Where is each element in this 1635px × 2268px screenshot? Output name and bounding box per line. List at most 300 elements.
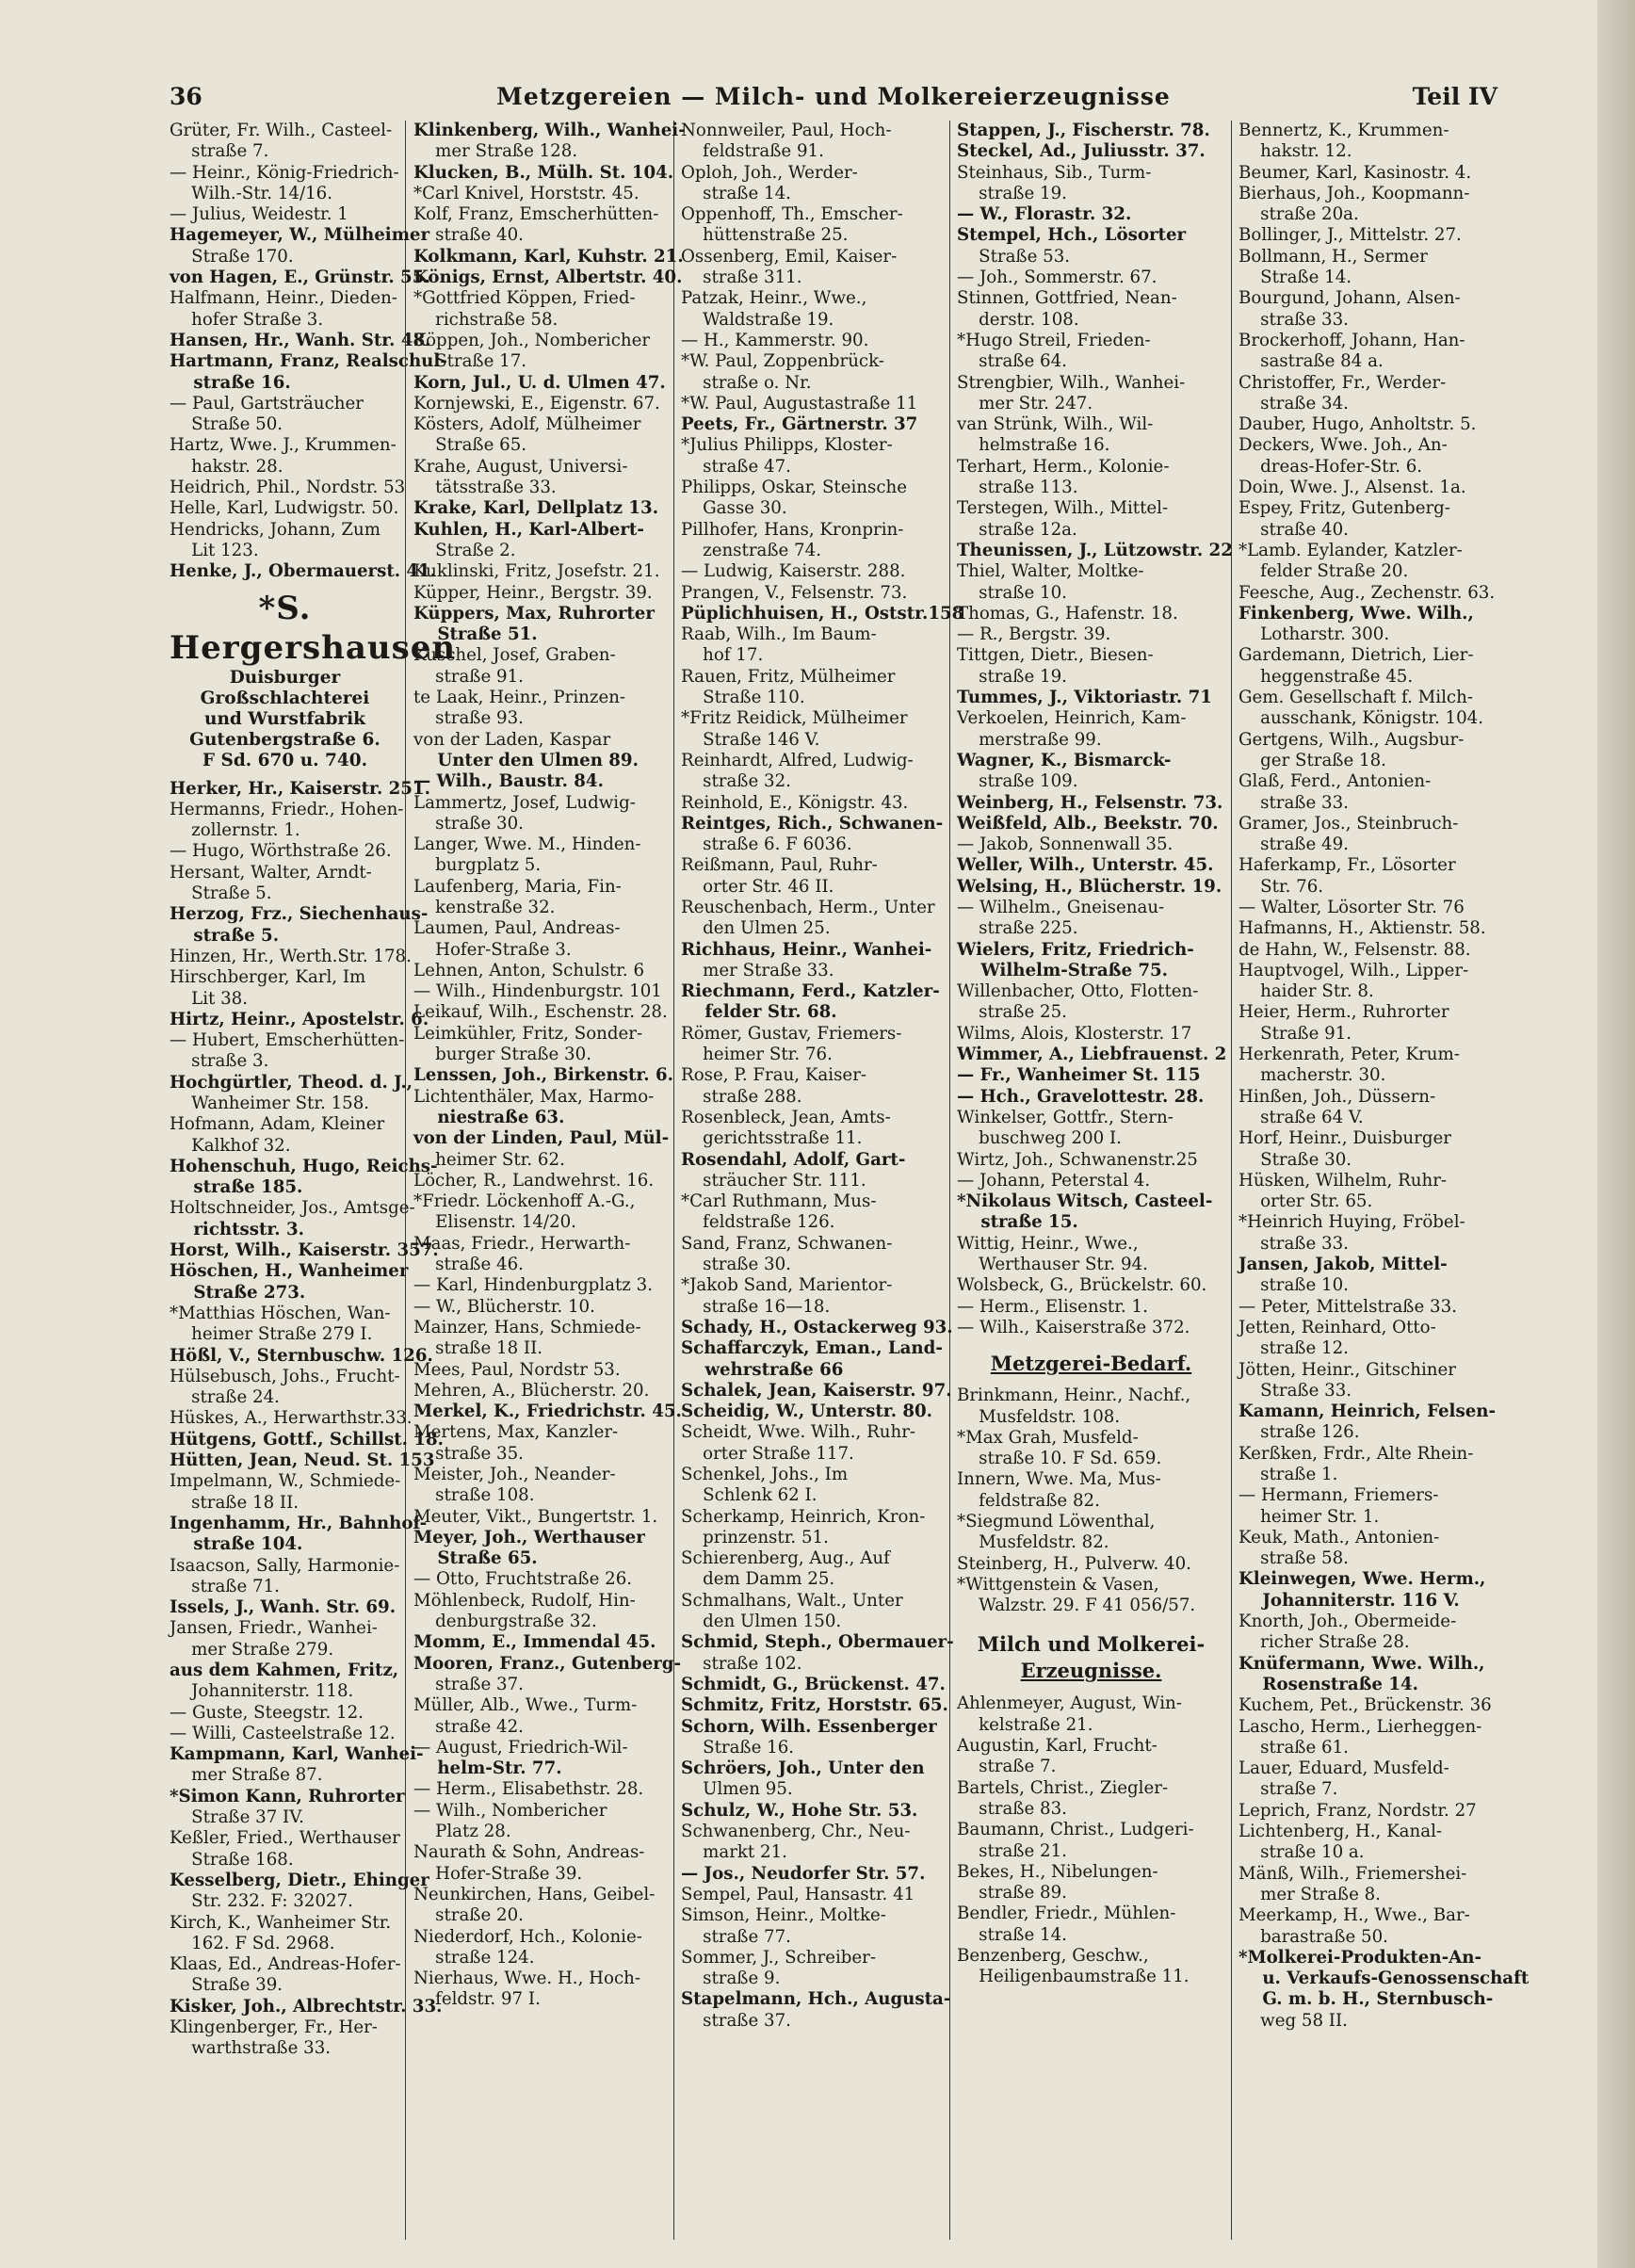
- directory-entry: *Friedr. Löckenhoff A.-G.,: [413, 1191, 636, 1212]
- directory-entry: — Jakob, Sonnenwall 35.: [957, 834, 1174, 855]
- directory-entry: Straße 37 IV.: [170, 1807, 304, 1828]
- directory-entry: tätsstraße 33.: [413, 478, 557, 498]
- directory-entry: *Wittgenstein & Vasen,: [957, 1574, 1159, 1595]
- directory-entry: heggenstraße 45.: [1238, 666, 1414, 687]
- directory-entry: Stempel, Hch., Lösorter: [957, 225, 1187, 246]
- column-5: [1238, 121, 1530, 2244]
- directory-entry: niestraße 63.: [413, 1107, 565, 1127]
- directory-entry: — Wilh., Hindenburgstr. 101: [413, 981, 662, 1002]
- directory-entry: von der Laden, Kaspar: [413, 729, 611, 750]
- directory-entry: *Gottfried Köppen, Fried-: [413, 288, 636, 309]
- directory-entry: straße 1.: [1238, 1465, 1338, 1484]
- directory-entry: Straße 53.: [957, 246, 1071, 267]
- directory-entry: straße 12.: [1238, 1338, 1349, 1359]
- directory-entry: — Heinr., König-Friedrich-: [170, 162, 399, 183]
- directory-entry: helm-Str. 77.: [413, 1758, 562, 1779]
- directory-entry: Schaffarczyk, Eman., Land-: [681, 1338, 943, 1359]
- directory-entry: Lit 123.: [170, 540, 259, 560]
- directory-entry: Lit 38.: [170, 988, 249, 1009]
- directory-entry: straße 5.: [170, 925, 280, 946]
- advertisement-box: [170, 589, 457, 771]
- directory-entry: Knüfermann, Wwe. Wilh.,: [1238, 1653, 1485, 1674]
- directory-entry: Straße 146 V.: [681, 729, 820, 750]
- directory-entry: Weller, Wilh., Unterstr. 45.: [957, 855, 1214, 876]
- directory-entry: — R., Bergstr. 39.: [957, 624, 1111, 645]
- directory-entry: straße 12a.: [957, 519, 1077, 540]
- directory-entry: Bartels, Christ., Ziegler-: [957, 1777, 1169, 1798]
- directory-entry: Mees, Paul, Nordstr 53.: [413, 1359, 621, 1380]
- directory-entry: straße 89.: [957, 1883, 1067, 1904]
- directory-entry: *Nikolaus Witsch, Casteel-: [957, 1191, 1213, 1212]
- page-header: [170, 83, 1497, 115]
- directory-entry: Bendler, Friedr., Mühlen-: [957, 1904, 1176, 1924]
- directory-entry: straße 108.: [413, 1485, 535, 1506]
- directory-entry: Wielers, Fritz, Friedrich-: [957, 939, 1194, 960]
- directory-entry: Hülsebusch, Johs., Frucht-: [170, 1366, 400, 1386]
- directory-entry: Kirch, K., Wanheimer Str.: [170, 1912, 392, 1933]
- advertisement-line: und Wurstfabrik: [204, 708, 365, 729]
- directory-entry: Rosendahl, Adolf, Gart-: [681, 1149, 906, 1170]
- directory-entry: richtsstr. 3.: [170, 1219, 304, 1239]
- directory-entry: heimer Str. 62.: [413, 1149, 565, 1170]
- directory-entry: heimer Straße 279 I.: [170, 1324, 373, 1345]
- directory-entry: straße 21.: [957, 1840, 1067, 1861]
- directory-entry: straße 311.: [681, 267, 802, 288]
- directory-entry: Schwanenberg, Chr., Neu-: [681, 1822, 911, 1842]
- directory-entry: straße 71.: [170, 1576, 280, 1596]
- directory-entry: orter Str. 65.: [1238, 1191, 1373, 1212]
- directory-entry: Reuschenbach, Herm., Unter: [681, 897, 935, 917]
- directory-entry: Meuter, Vikt., Bungertstr. 1.: [413, 1506, 658, 1527]
- directory-entry: Rosenstraße 14.: [1238, 1674, 1418, 1694]
- directory-entry: straße 19.: [957, 666, 1067, 687]
- directory-entry: straße 37.: [681, 2010, 791, 2031]
- directory-entry: Straße 50.: [170, 414, 283, 435]
- directory-entry: Klingenberger, Fr., Her-: [170, 2017, 378, 2038]
- directory-entry: Wilms, Alois, Klosterstr. 17: [957, 1023, 1192, 1044]
- directory-entry: Lenssen, Joh., Birkenstr. 6.: [413, 1065, 673, 1086]
- directory-entry: *Siegmund Löwenthal,: [957, 1512, 1156, 1531]
- directory-entry: *Heinrich Huying, Fröbel-: [1238, 1212, 1465, 1233]
- directory-entry: Willenbacher, Otto, Flotten-: [957, 981, 1199, 1002]
- directory-entry: Isaacson, Sally, Harmonie-: [170, 1555, 400, 1576]
- directory-entry: Jansen, Friedr., Wanhei-: [170, 1618, 378, 1639]
- directory-entry: Köppen, Joh., Nombericher: [413, 330, 651, 350]
- directory-entry: mer Straße 279.: [170, 1639, 334, 1660]
- directory-entry: Jötten, Heinr., Gitschiner: [1238, 1359, 1456, 1380]
- directory-entry: mer Str. 247.: [957, 393, 1093, 413]
- column-divider: [673, 121, 674, 2240]
- directory-entry: Steinhaus, Sib., Turm-: [957, 162, 1152, 183]
- directory-entry: Krahe, August, Universi-: [413, 456, 628, 477]
- directory-entry: Horf, Heinr., Duisburger: [1238, 1128, 1451, 1149]
- directory-entry: Unter den Ulmen 89.: [413, 750, 639, 770]
- directory-entry: derstr. 108.: [957, 309, 1079, 330]
- directory-entry: hakstr. 28.: [170, 456, 283, 477]
- directory-entry: straße 49.: [1238, 834, 1349, 855]
- directory-entry: felder Straße 20.: [1238, 561, 1409, 582]
- directory-entry: *Carl Knivel, Horststr. 45.: [413, 183, 639, 203]
- directory-entry: Schenkel, Johs., Im: [681, 1465, 849, 1484]
- directory-entry: Hirschberger, Karl, Im: [170, 967, 366, 988]
- directory-entry: Küppers, Max, Ruhrorter: [413, 603, 655, 624]
- directory-entry: Terhart, Herm., Kolonie-: [957, 456, 1170, 477]
- directory-entry: Herkenrath, Peter, Krum-: [1238, 1045, 1460, 1065]
- directory-entry: — Wilh., Kaiserstraße 372.: [957, 1317, 1190, 1337]
- directory-entry: Wittig, Heinr., Wwe.,: [957, 1233, 1139, 1254]
- directory-entry: straße 7.: [957, 1757, 1057, 1777]
- advertisement-title: *S. Hergershausen: [170, 589, 457, 667]
- directory-entry: wehrstraße 66: [681, 1359, 844, 1380]
- directory-entry: 162. F Sd. 2968.: [170, 1933, 335, 1953]
- directory-entry: *Lamb. Eylander, Katzler-: [1238, 540, 1463, 560]
- directory-entry: *Matthias Höschen, Wan-: [170, 1303, 391, 1323]
- section-heading: Metzgerei-Bedarf.: [990, 1352, 1192, 1376]
- directory-entry: Reinhardt, Alfred, Ludwig-: [681, 750, 914, 770]
- directory-entry: Hirtz, Heinr., Apostelstr. 6.: [170, 1009, 429, 1029]
- directory-entry: Hendricks, Johann, Zum: [170, 519, 380, 540]
- directory-entry: Straße 91.: [1238, 1023, 1352, 1044]
- directory-entry: — Hugo, Wörthstraße 26.: [170, 841, 392, 862]
- directory-entry: richer Straße 28.: [1238, 1632, 1410, 1653]
- directory-entry: Straße 17.: [413, 351, 527, 372]
- directory-entry: Straße 39.: [170, 1975, 283, 1996]
- directory-entry: Musfeldstr. 108.: [957, 1406, 1121, 1427]
- directory-entry: straße 102.: [681, 1653, 802, 1674]
- directory-entry: Johanniterstr. 118.: [170, 1681, 354, 1702]
- directory-entry: Dauber, Hugo, Anholtstr. 5.: [1238, 414, 1477, 435]
- directory-entry: Schmalhans, Walt., Unter: [681, 1590, 903, 1611]
- directory-entry: straße 24.: [170, 1387, 280, 1408]
- column-2: [413, 121, 686, 2244]
- directory-entry: Horst, Wilh., Kaiserstr. 357.: [170, 1240, 439, 1261]
- directory-entry: dreas-Hofer-Str. 6.: [1238, 456, 1423, 477]
- directory-entry: *Max Grah, Musfeld-: [957, 1427, 1139, 1448]
- directory-entry: Lichtenberg, H., Kanal-: [1238, 1822, 1443, 1842]
- section-part: Teil IV: [1412, 83, 1497, 110]
- directory-entry: Schalek, Jean, Kaiserstr. 97.: [681, 1380, 952, 1401]
- directory-entry: haider Str. 8.: [1238, 981, 1374, 1002]
- directory-entry: Reintges, Rich., Schwanen-: [681, 813, 944, 834]
- directory-entry: Klucken, B., Mülh. St. 104.: [413, 162, 674, 183]
- directory-entry: Tummes, J., Viktoriastr. 71: [957, 688, 1212, 708]
- directory-entry: Sempel, Paul, Hansastr. 41: [681, 1884, 915, 1904]
- directory-entry: Neunkirchen, Hans, Geibel-: [413, 1884, 656, 1904]
- directory-entry: — Walter, Lösorter Str. 76: [1238, 897, 1465, 917]
- directory-entry: Hafmanns, H., Aktienstr. 58.: [1238, 918, 1486, 939]
- directory-entry: Keßler, Fried., Werthauser: [170, 1828, 400, 1849]
- directory-entry: Klaas, Ed., Andreas-Hofer-: [170, 1954, 401, 1975]
- directory-entry: Bierhaus, Joh., Koopmann-: [1238, 183, 1470, 203]
- directory-entry: dem Damm 25.: [681, 1569, 835, 1590]
- directory-entry: Issels, J., Wanh. Str. 69.: [170, 1597, 397, 1618]
- directory-entry: Henke, J., Obermauerst. 41.: [170, 561, 437, 582]
- directory-entry: barastraße 50.: [1238, 1926, 1388, 1947]
- directory-entry: straße 37.: [413, 1674, 524, 1694]
- directory-entry: straße 40.: [1238, 519, 1349, 540]
- running-title: Metzgereien — Milch- und Molkereierzeugnisse: [496, 83, 1171, 110]
- directory-entry: Schmid, Steph., Obermauer-: [681, 1632, 954, 1653]
- directory-entry: Straße 65.: [413, 435, 527, 456]
- directory-entry: ger Straße 18.: [1238, 750, 1386, 770]
- directory-entry: van Strünk, Wilh., Wil-: [957, 414, 1154, 435]
- directory-entry: Kolf, Franz, Emscherhütten-: [413, 204, 659, 225]
- directory-entry: straße 9.: [681, 1968, 781, 1989]
- directory-entry: Lauer, Eduard, Musfeld-: [1238, 1758, 1449, 1779]
- directory-entry: *Fritz Reidick, Mülheimer: [681, 708, 908, 729]
- directory-entry: Werthauser Str. 94.: [957, 1255, 1148, 1275]
- directory-entry: Kampmann, Karl, Wanhei-: [170, 1744, 424, 1765]
- directory-entry: markt 21.: [681, 1842, 787, 1863]
- directory-entry: Küpper, Heinr., Bergstr. 39.: [413, 582, 653, 603]
- directory-entry: richstraße 58.: [413, 309, 558, 330]
- directory-entry: straße 46.: [413, 1255, 524, 1275]
- directory-entry: u. Verkaufs-Genossenschaft: [1238, 1968, 1530, 1989]
- directory-entry: von der Linden, Paul, Mül-: [413, 1128, 670, 1149]
- directory-entry: — Ludwig, Kaiserstr. 288.: [681, 561, 906, 582]
- directory-entry: weg 58 II.: [1238, 2010, 1348, 2031]
- directory-entry: Hüskes, A., Herwarthstr.33.: [170, 1408, 413, 1429]
- directory-entry: orter Straße 117.: [681, 1443, 854, 1464]
- directory-entry: straße 61.: [1238, 1737, 1349, 1758]
- directory-entry: Kuhlen, H., Karl-Albert-: [413, 519, 644, 540]
- directory-entry: Kalkhof 32.: [170, 1135, 291, 1156]
- directory-entry: Schmidt, G., Brückenst. 47.: [681, 1674, 946, 1694]
- directory-entry: Lammertz, Josef, Ludwig-: [413, 792, 636, 813]
- directory-entry: straße 10 a.: [1238, 1842, 1365, 1863]
- directory-entry: straße 35.: [413, 1443, 524, 1464]
- directory-entry: macherstr. 30.: [1238, 1065, 1386, 1086]
- directory-entry: Wagner, K., Bismarck-: [957, 750, 1172, 770]
- directory-entry: feldstr. 97 I.: [413, 1989, 541, 2010]
- directory-entry: — Hermann, Friemers-: [1238, 1485, 1439, 1506]
- directory-entry: straße 33.: [1238, 1233, 1349, 1254]
- directory-entry: straße 288.: [681, 1086, 802, 1107]
- directory-entry: prinzenstr. 51.: [681, 1527, 829, 1547]
- directory-entry: straße 10. F Sd. 659.: [957, 1449, 1162, 1469]
- directory-entry: straße 25.: [957, 1002, 1067, 1023]
- directory-entry: Grüter, Fr. Wilh., Casteel-: [170, 121, 393, 140]
- directory-entry: Helle, Karl, Ludwigstr. 50.: [170, 498, 399, 519]
- directory-entry: Mehren, A., Blücherstr. 20.: [413, 1380, 650, 1401]
- directory-entry: Wanheimer Str. 158.: [170, 1093, 370, 1113]
- directory-entry: Verkoelen, Heinrich, Kam-: [957, 708, 1187, 729]
- directory-entry: von Hagen, E., Grünstr. 55.: [170, 267, 430, 288]
- directory-entry: Wolsbeck, G., Brückelstr. 60.: [957, 1275, 1207, 1296]
- directory-entry: Schmitz, Fritz, Horststr. 65.: [681, 1695, 948, 1716]
- directory-entry: Hinzen, Hr., Werth.Str. 178.: [170, 946, 412, 966]
- directory-entry: feldstraße 82.: [957, 1490, 1100, 1511]
- directory-entry: Platz 28.: [413, 1822, 511, 1842]
- directory-entry: hüttenstraße 25.: [681, 225, 849, 246]
- section-heading: [957, 1631, 1225, 1684]
- directory-entry: Reinhold, E., Königstr. 43.: [681, 792, 909, 813]
- directory-entry: Richhaus, Heinr., Wanhei-: [681, 939, 932, 960]
- directory-entry: Heidrich, Phil., Nordstr. 53: [170, 478, 406, 498]
- directory-entry: warthstraße 33.: [170, 2038, 332, 2059]
- directory-entry: Meyer, Joh., Werthauser: [413, 1527, 645, 1547]
- directory-entry: den Ulmen 150.: [681, 1612, 842, 1632]
- directory-entry: Lichtenthäler, Max, Harmo-: [413, 1086, 655, 1107]
- column-divider: [1231, 121, 1232, 2240]
- directory-entry: Mänß, Wilh., Friemershei-: [1238, 1863, 1467, 1884]
- directory-entry: zenstraße 74.: [681, 540, 821, 560]
- directory-entry: Langer, Wwe. M., Hinden-: [413, 834, 641, 855]
- directory-entry: Heier, Herm., Ruhrorter: [1238, 1002, 1449, 1023]
- directory-entry: de Hahn, W., Felsenstr. 88.: [1238, 939, 1471, 960]
- page-edge: [1597, 0, 1635, 2268]
- directory-entry: *W. Paul, Zoppenbrück-: [681, 351, 884, 372]
- directory-entry: Hagemeyer, W., Mülheimer: [170, 225, 430, 246]
- directory-entry: burgplatz 5.: [413, 855, 542, 876]
- directory-entry: Brinkmann, Heinr., Nachf.,: [957, 1385, 1191, 1406]
- directory-entry: Wirtz, Joh., Schwanenstr.25: [957, 1149, 1198, 1170]
- directory-entry: Hütgens, Gottf., Schillst. 18.: [170, 1429, 444, 1450]
- directory-entry: hofer Straße 3.: [170, 309, 324, 330]
- directory-entry: straße 15.: [957, 1212, 1078, 1233]
- directory-entry: Bollinger, J., Mittelstr. 27.: [1238, 225, 1462, 246]
- directory-entry: Finkenberg, Wwe. Wilh.,: [1238, 603, 1474, 624]
- directory-entry: straße 20.: [413, 1905, 524, 1926]
- directory-entry: Bennertz, K., Krummen-: [1238, 121, 1449, 140]
- directory-entry: Hüsken, Wilhelm, Ruhr-: [1238, 1170, 1448, 1191]
- directory-entry: straße 18 II.: [413, 1338, 543, 1359]
- directory-entry: — Johann, Peterstal 4.: [957, 1170, 1151, 1191]
- directory-entry: *Carl Ruthmann, Mus-: [681, 1191, 877, 1212]
- directory-entry: Steinberg, H., Pulverw. 40.: [957, 1553, 1191, 1574]
- column-4: [957, 121, 1233, 2244]
- advertisement-line: Gutenbergstraße 6.: [189, 729, 380, 750]
- directory-entry: Weinberg, H., Felsenstr. 73.: [957, 792, 1223, 813]
- directory-entry: Schröers, Joh., Unter den: [681, 1758, 925, 1779]
- directory-entry: Kuchem, Pet., Brückenstr. 36: [1238, 1695, 1492, 1716]
- directory-entry: Scheidig, W., Unterstr. 80.: [681, 1401, 933, 1422]
- directory-entry: straße 32.: [681, 771, 791, 792]
- directory-entry: Lehnen, Anton, Schulstr. 6: [413, 960, 645, 980]
- directory-entry: Straße 168.: [170, 1849, 294, 1870]
- directory-entry: Impelmann, W., Schmiede-: [170, 1471, 401, 1492]
- directory-entry: — H., Kammerstr. 90.: [681, 330, 869, 350]
- directory-entry: Kerßken, Frdr., Alte Rhein-: [1238, 1443, 1474, 1464]
- directory-entry: Haferkamp, Fr., Lösorter: [1238, 855, 1456, 876]
- directory-entry: Hößl, V., Sternbuschw. 126.: [170, 1345, 433, 1366]
- directory-entry: straße 3.: [170, 1051, 269, 1072]
- directory-entry: Wimmer, A., Liebfrauenst. 2: [957, 1045, 1227, 1065]
- directory-entry: straße 20a.: [1238, 204, 1359, 225]
- directory-entry: Holtschneider, Jos., Amtsge-: [170, 1198, 415, 1219]
- directory-entry: Straße 170.: [170, 246, 294, 267]
- directory-entry: feldstraße 91.: [681, 141, 824, 162]
- directory-entry: Glaß, Ferd., Antonien-: [1238, 771, 1432, 792]
- directory-entry: Knorth, Joh., Obermeide-: [1238, 1612, 1457, 1632]
- directory-entry: Bollmann, H., Sermer: [1238, 246, 1428, 267]
- directory-entry: Ingenhamm, Hr., Bahnhof-: [170, 1513, 428, 1533]
- directory-entry: Ahlenmeyer, August, Win-: [957, 1693, 1182, 1714]
- directory-entry: — Joh., Sommerstr. 67.: [957, 267, 1157, 288]
- directory-entry: felder Str. 68.: [681, 1002, 837, 1023]
- column-divider: [405, 121, 406, 2240]
- directory-entry: Römer, Gustav, Friemers-: [681, 1023, 902, 1044]
- directory-entry: straße 30.: [413, 813, 524, 834]
- directory-entry: straße 33.: [1238, 792, 1349, 813]
- directory-entry: Kuklinski, Fritz, Josefstr. 21.: [413, 561, 660, 582]
- directory-entry: Theunissen, J., Lützowstr. 22: [957, 540, 1233, 560]
- directory-entry: Hohenschuh, Hugo, Reichs-: [170, 1156, 438, 1176]
- directory-entry: Feesche, Aug., Zechenstr. 63.: [1238, 582, 1496, 603]
- directory-entry: Klinkenberg, Wilh., Wanhei-: [413, 121, 686, 140]
- directory-entry: Walzstr. 29. F 41 056/57.: [957, 1596, 1196, 1616]
- directory-entry: Püplichhuisen, H., Oststr.158: [681, 603, 964, 624]
- directory-entry: — Herm., Elisabethstr. 28.: [413, 1779, 644, 1800]
- directory-entry: Brockerhoff, Johann, Han-: [1238, 330, 1465, 350]
- directory-entry: Hofmann, Adam, Kleiner: [170, 1114, 385, 1135]
- directory-entry: Hartz, Wwe. J., Krummen-: [170, 435, 397, 456]
- directory-entry: helmstraße 16.: [957, 435, 1110, 456]
- directory-entry: Philipps, Oskar, Steinsche: [681, 478, 908, 498]
- directory-entry: Innern, Wwe. Ma, Mus-: [957, 1469, 1161, 1490]
- directory-entry: Stappen, J., Fischerstr. 78.: [957, 121, 1210, 140]
- directory-entry: Tittgen, Dietr., Biesen-: [957, 645, 1154, 666]
- directory-entry: Beumer, Karl, Kasinostr. 4.: [1238, 162, 1472, 183]
- directory-entry: Meerkamp, H., Wwe., Bar-: [1238, 1905, 1470, 1926]
- directory-entry: mer Straße 128.: [413, 141, 578, 162]
- directory-entry: gerichtsstraße 11.: [681, 1128, 863, 1149]
- directory-entry: — W., Blücherstr. 10.: [413, 1296, 595, 1317]
- directory-entry: straße 83.: [957, 1798, 1067, 1819]
- directory-entry: straße 10.: [957, 582, 1067, 603]
- directory-entry: straße 109.: [957, 771, 1078, 792]
- directory-entry: merstraße 99.: [957, 729, 1102, 750]
- directory-entry: Baumann, Christ., Ludgeri-: [957, 1820, 1194, 1840]
- column-divider: [949, 121, 950, 2240]
- directory-entry: kelstraße 21.: [957, 1714, 1093, 1735]
- directory-entry: — Willi, Casteelstraße 12.: [170, 1723, 396, 1743]
- directory-entry: Königs, Ernst, Albertstr. 40.: [413, 267, 683, 288]
- directory-entry: heimer Str. 76.: [681, 1045, 833, 1065]
- section-heading-line: Milch und Molkerei-: [977, 1632, 1206, 1657]
- directory-entry: Straße 30.: [1238, 1149, 1352, 1170]
- directory-entry: straße 91.: [413, 666, 524, 687]
- directory-entry: — Karl, Hindenburgplatz 3.: [413, 1275, 654, 1296]
- directory-entry: Korn, Jul., U. d. Ulmen 47.: [413, 372, 666, 393]
- directory-entry: Leikauf, Wilh., Eschenstr. 28.: [413, 1002, 668, 1023]
- directory-entry: Hansen, Hr., Wanh. Str. 48.: [170, 330, 431, 350]
- directory-entry: Ulmen 95.: [681, 1779, 793, 1800]
- directory-entry: straße 58.: [1238, 1548, 1349, 1569]
- directory-entry: Straße 51.: [413, 624, 538, 645]
- directory-entry: Ossenberg, Emil, Kaiser-: [681, 246, 898, 267]
- directory-entry: Herker, Hr., Kaiserstr. 251.: [170, 778, 430, 799]
- directory-entry: straße 126.: [1238, 1422, 1360, 1443]
- directory-entry: Laumen, Paul, Andreas-: [413, 918, 621, 939]
- directory-entry: — W., Florastr. 32.: [957, 204, 1132, 225]
- directory-entry: straße 10.: [1238, 1275, 1349, 1296]
- directory-entry: Strengbier, Wilh., Wanhei-: [957, 372, 1186, 393]
- directory-entry: — Hch., Gravelottestr. 28.: [957, 1086, 1205, 1107]
- directory-entry: Schady, H., Ostackerweg 93.: [681, 1317, 953, 1337]
- directory-entry: te Laak, Heinr., Prinzen-: [413, 688, 626, 708]
- directory-entry: straße 77.: [681, 1926, 791, 1947]
- directory-entry: straße 30.: [681, 1255, 791, 1275]
- directory-entry: Maas, Friedr., Herwarth-: [413, 1233, 631, 1254]
- directory-entry: Halfmann, Heinr., Dieden-: [170, 288, 397, 309]
- directory-entry: kenstraße 32.: [413, 897, 556, 917]
- directory-entry: straße 16—18.: [681, 1296, 831, 1317]
- directory-entry: Lotharstr. 300.: [1238, 624, 1390, 645]
- directory-entry: zollernstr. 1.: [170, 820, 300, 841]
- directory-entry: Kisker, Joh., Albrechtstr. 33.: [170, 1996, 443, 2017]
- directory-entry: Rosenbleck, Jean, Amts-: [681, 1107, 891, 1127]
